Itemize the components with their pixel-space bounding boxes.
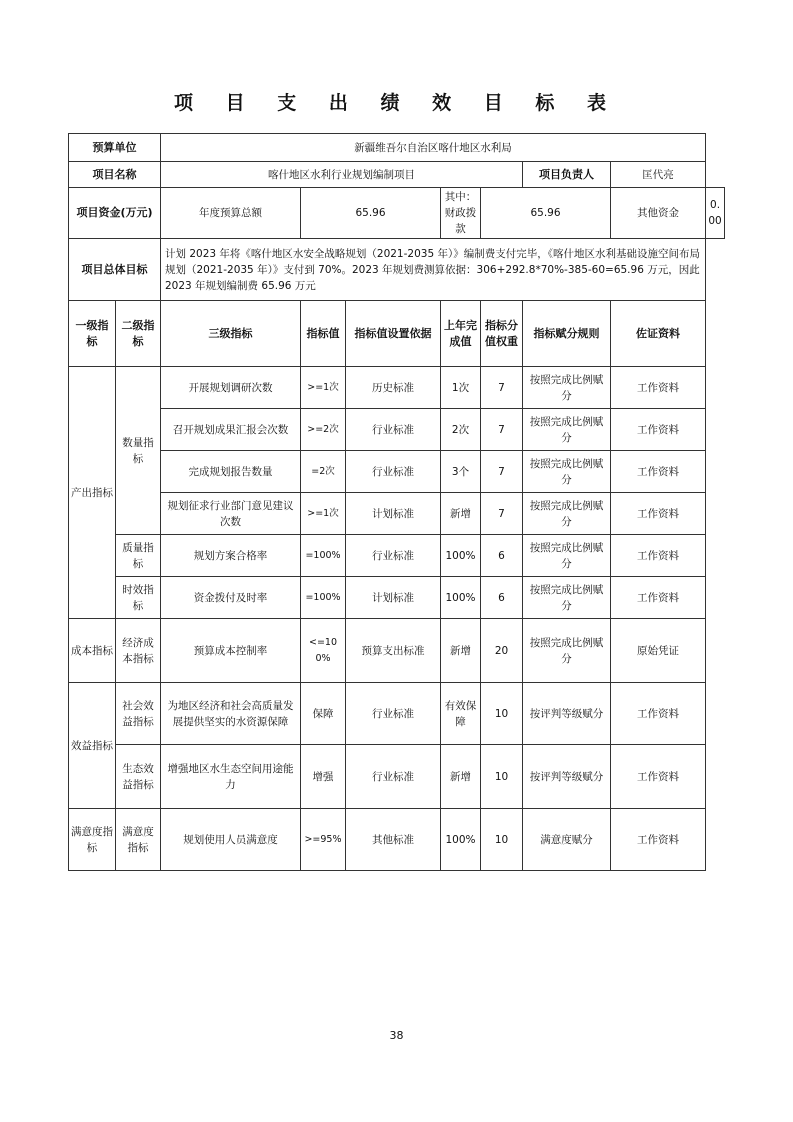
weight: 7 (481, 451, 523, 493)
indicator: 增强地区水生态空间用途能力 (161, 745, 301, 809)
unit-value: 新疆维吾尔自治区喀什地区水利局 (161, 134, 706, 162)
table-row (69, 409, 725, 451)
indicator: 开展规划调研次数 (161, 367, 301, 409)
col-header-level2: 二级指标 (116, 301, 161, 367)
evidence: 工作资料 (611, 409, 706, 451)
weight: 7 (481, 409, 523, 451)
weight: 10 (481, 683, 523, 745)
level2-social-benefit: 社会效益指标 (116, 683, 161, 745)
evidence: 工作资料 (611, 745, 706, 809)
level2-timeliness: 时效指标 (116, 577, 161, 619)
table-row (69, 745, 725, 809)
prev-value: 100% (441, 809, 481, 871)
indicator-value: >=1次 (301, 367, 346, 409)
rule: 按照完成比例赋分 (523, 451, 611, 493)
table-row (69, 577, 725, 619)
basis: 行业标准 (346, 745, 441, 809)
weight: 7 (481, 367, 523, 409)
unit-label: 预算单位 (69, 134, 161, 162)
rule: 按照完成比例赋分 (523, 367, 611, 409)
prev-value: 新增 (441, 745, 481, 809)
project-label: 项目名称 (69, 162, 161, 188)
indicator: 资金拨付及时率 (161, 577, 301, 619)
indicator-value: 保障 (301, 683, 346, 745)
evidence: 工作资料 (611, 367, 706, 409)
indicator-value: =100% (301, 577, 346, 619)
basis: 计划标准 (346, 577, 441, 619)
weight: 10 (481, 745, 523, 809)
prev-value: 新增 (441, 493, 481, 535)
fiscal-value: 65.96 (481, 188, 611, 239)
basis: 行业标准 (346, 451, 441, 493)
col-header-evidence: 佐证资料 (611, 301, 706, 367)
col-header-value: 指标值 (301, 301, 346, 367)
level2-eco-benefit: 生态效益指标 (116, 745, 161, 809)
basis: 预算支出标准 (346, 619, 441, 683)
col-header-weight: 指标分值权重 (481, 301, 523, 367)
rule: 按评判等级赋分 (523, 745, 611, 809)
rule: 按照完成比例赋分 (523, 619, 611, 683)
evidence: 原始凭证 (611, 619, 706, 683)
basis: 计划标准 (346, 493, 441, 535)
level2-satisfaction: 满意度指标 (116, 809, 161, 871)
indicator: 召开规划成果汇报会次数 (161, 409, 301, 451)
indicator: 规划征求行业部门意见建议次数 (161, 493, 301, 535)
indicator: 规划方案合格率 (161, 535, 301, 577)
indicator-value: <=100% (301, 619, 346, 683)
evidence: 工作资料 (611, 577, 706, 619)
page-title: 项 目 支 出 绩 效 目 标 表 (174, 92, 619, 114)
basis: 其他标准 (346, 809, 441, 871)
leader-value: 匡代亮 (611, 162, 706, 188)
leader-label: 项目负责人 (523, 162, 611, 188)
col-header-rule: 指标赋分规则 (523, 301, 611, 367)
level2-economic-cost: 经济成本指标 (116, 619, 161, 683)
col-header-prev: 上年完成值 (441, 301, 481, 367)
prev-value: 3个 (441, 451, 481, 493)
table-row (69, 451, 725, 493)
rule: 按照完成比例赋分 (523, 577, 611, 619)
weight: 6 (481, 535, 523, 577)
indicator-value: =100% (301, 535, 346, 577)
indicator-value: 增强 (301, 745, 346, 809)
indicator-value: >=2次 (301, 409, 346, 451)
level1-output: 产出指标 (69, 367, 116, 619)
prev-value: 1次 (441, 367, 481, 409)
col-header-level3: 三级指标 (161, 301, 301, 367)
indicator-value: =2次 (301, 451, 346, 493)
other-funds-value: 0.00 (706, 188, 725, 239)
level2-quantity: 数量指标 (116, 367, 161, 535)
table-row (69, 809, 725, 871)
evidence: 工作资料 (611, 451, 706, 493)
evidence: 工作资料 (611, 683, 706, 745)
rule: 满意度赋分 (523, 809, 611, 871)
level1-cost: 成本指标 (69, 619, 116, 683)
rule: 按照完成比例赋分 (523, 535, 611, 577)
project-value: 喀什地区水利行业规划编制项目 (161, 162, 523, 188)
evidence: 工作资料 (611, 493, 706, 535)
weight: 10 (481, 809, 523, 871)
indicator: 完成规划报告数量 (161, 451, 301, 493)
prev-value: 有效保障 (441, 683, 481, 745)
level2-quality: 质量指标 (116, 535, 161, 577)
prev-value: 新增 (441, 619, 481, 683)
rule: 按照完成比例赋分 (523, 409, 611, 451)
evidence: 工作资料 (611, 809, 706, 871)
goal-label: 项目总体目标 (69, 239, 161, 301)
indicator: 预算成本控制率 (161, 619, 301, 683)
evidence: 工作资料 (611, 535, 706, 577)
prev-value: 2次 (441, 409, 481, 451)
table-row (69, 535, 725, 577)
goal-text: 计划 2023 年将《喀什地区水安全战略规划（2021-2035 年）》编制费支付完毕，《喀什地区水利基础设施空间布局规划（2021-2035 年）》支付到 70%。2023 年规划费测算依据：306+292.8*70%-385-60=65.96 万元，因此 2023 年规划编制费 65.96 万元 (161, 239, 706, 301)
rule: 按照完成比例赋分 (523, 493, 611, 535)
indicator: 为地区经济和社会高质量发展提供坚实的水资源保障 (161, 683, 301, 745)
funds-label: 项目资金(万元) (69, 188, 161, 239)
prev-value: 100% (441, 577, 481, 619)
col-header-level1: 一级指标 (69, 301, 116, 367)
table-row (69, 367, 725, 409)
level1-benefit: 效益指标 (69, 683, 116, 809)
weight: 7 (481, 493, 523, 535)
basis: 历史标准 (346, 367, 441, 409)
rule: 按评判等级赋分 (523, 683, 611, 745)
performance-target-table (68, 133, 725, 871)
table-row (69, 683, 725, 745)
indicator-value: >=1次 (301, 493, 346, 535)
page-number: 38 (389, 1029, 404, 1042)
basis: 行业标准 (346, 683, 441, 745)
table-row (69, 619, 725, 683)
basis: 行业标准 (346, 535, 441, 577)
indicator: 规划使用人员满意度 (161, 809, 301, 871)
annual-label: 年度预算总额 (161, 188, 301, 239)
weight: 6 (481, 577, 523, 619)
level1-satisfaction: 满意度指标 (69, 809, 116, 871)
col-header-basis: 指标值设置依据 (346, 301, 441, 367)
table-row (69, 493, 725, 535)
weight: 20 (481, 619, 523, 683)
other-label: 其他资金 (611, 188, 706, 239)
annual-value: 65.96 (301, 188, 441, 239)
fiscal-label: 其中：财政拨款 (441, 188, 481, 239)
prev-value: 100% (441, 535, 481, 577)
indicator-value: >=95% (301, 809, 346, 871)
basis: 行业标准 (346, 409, 441, 451)
